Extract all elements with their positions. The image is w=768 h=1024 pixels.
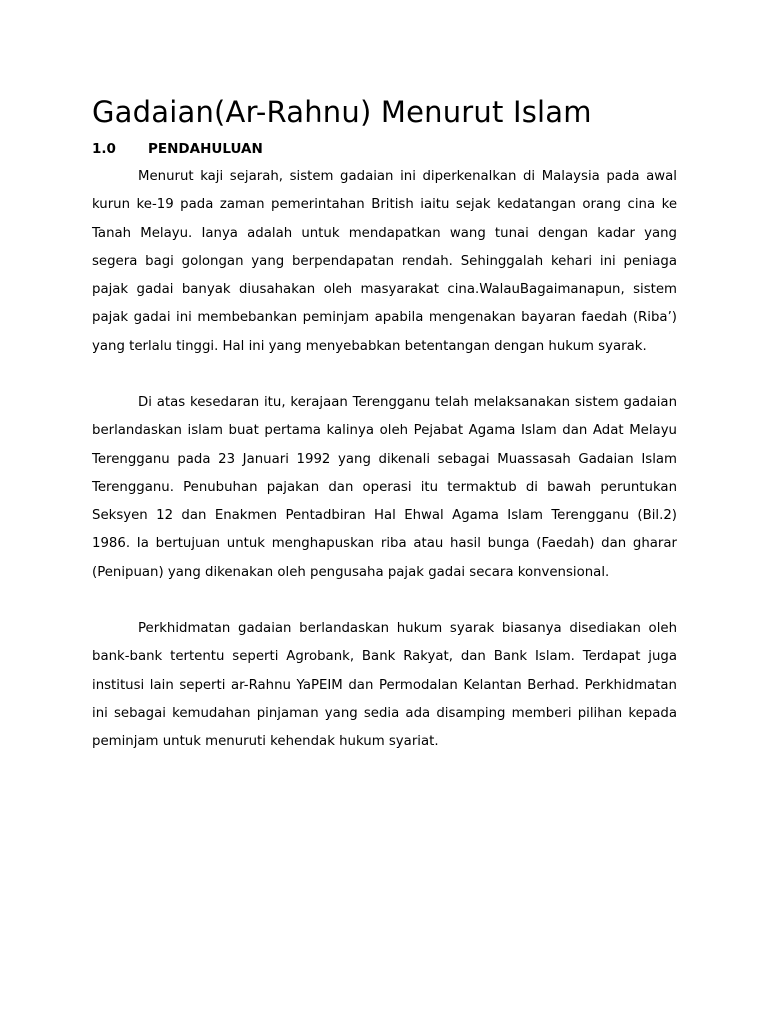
section-number: 1.0 <box>92 141 116 157</box>
section-heading-label: PENDAHULUAN <box>148 141 263 157</box>
section-heading <box>92 139 492 159</box>
paragraph-services: Perkhidmatan gadaian berlandaskan hukum syarak biasanya disediakan oleh bank-bank tertentu seperti Agrobank, Bank Rakyat, dan Bank Islam. Terdapat juga institusi lain seperti ar-Rahnu YaPEIM dan Permodalan Kelantan Berhad. Perkhidmatan ini sebagai kemudahan pinjaman yang sedia ada disamping memberi pilihan kepada peminjam untuk menuruti kehendak hukum syariat. <box>92 621 677 750</box>
paragraph-terengganu: Di atas kesedaran itu, kerajaan Terengganu telah melaksanakan sistem gadaian berlandaskan islam buat pertama kalinya oleh Pejabat Agama Islam dan Adat Melayu Terengganu pada 23 Januari 1992 yang dikenali sebagai Muassasah Gadaian Islam Terengganu. Penubuhan pajakan dan operasi itu termaktub di bawah peruntukan Seksyen 12 dan Enakmen Pentadbiran Hal Ehwal Agama Islam Terengganu (Bil.2) 1986. Ia bertujuan untuk menghapuskan riba atau hasil bunga (Faedah) dan gharar (Penipuan) yang dikenakan oleh pengusaha pajak gadai secara konvensional. <box>92 395 677 580</box>
paragraph-history: Menurut kaji sejarah, sistem gadaian ini diperkenalkan di Malaysia pada awal kurun ke-19 pada zaman pemerintahan British iaitu sejak kedatangan orang cina ke Tanah Melayu. Ianya adalah untuk mendapatkan wang tunai dengan kadar yang segera bagi golongan yang berpendapatan rendah. Sehinggalah kehari ini peniaga pajak gadai banyak diusahakan oleh masyarakat cina.WalauBagaimanapun, sistem pajak gadai ini membebankan peminjam apabila mengenakan bayaran faedah (Riba’) yang terlalu tinggi. Hal ini yang menyebabkan betentangan dengan hukum syarak. <box>92 169 677 354</box>
document-title: Gadaian(Ar-Rahnu) Menurut Islam <box>92 95 592 129</box>
